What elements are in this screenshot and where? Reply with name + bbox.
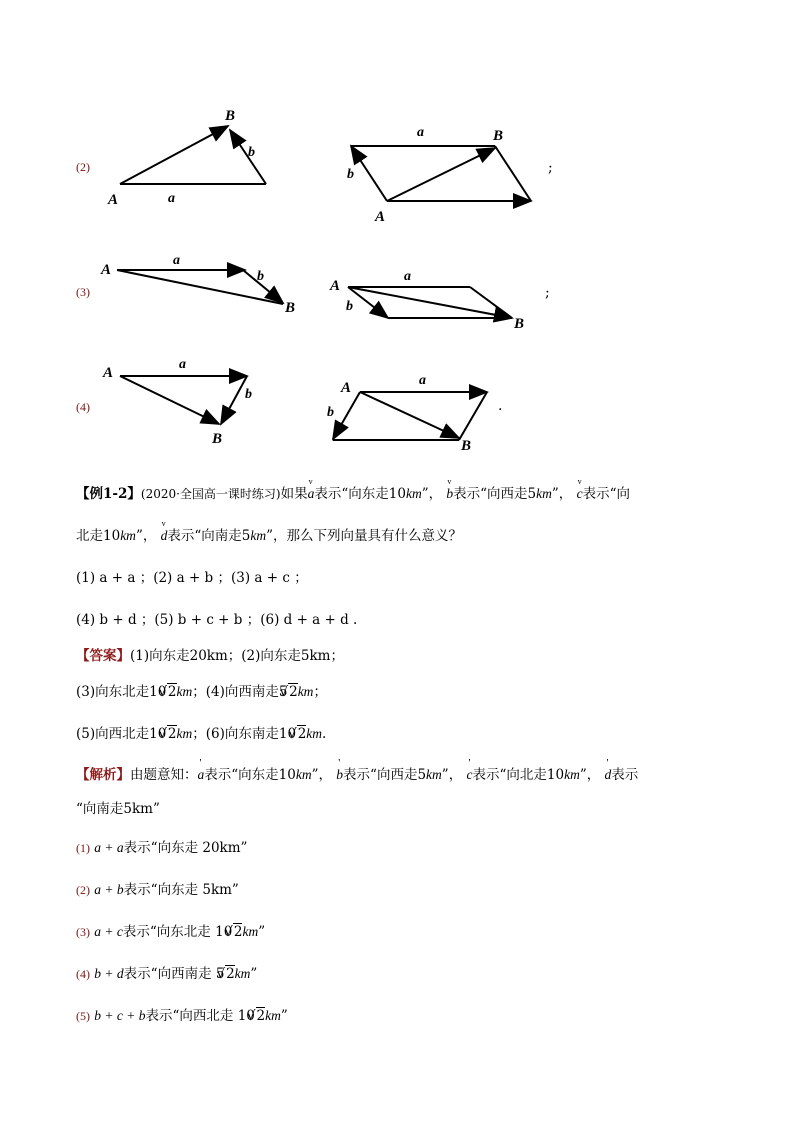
analysis-item-2: (2) a + b表示“向东走 5km” (76, 882, 239, 898)
answer-line-2: (3)向东北走10√ 2km；(4)向西南走5√ 2km； (76, 680, 327, 700)
svg-text:a: a (404, 269, 411, 284)
analysis-line-1: 【解析】由题意知：' a表示“向东走10km”， ' b表示“向西走5km”， ' c表示“向北走10km”， ' d表示 (76, 763, 638, 783)
parallelogram-figure-3 (328, 262, 538, 332)
svg-text:B: B (493, 128, 504, 144)
svg-text:b: b (347, 167, 354, 182)
svg-text:B: B (212, 431, 223, 447)
example-source: (2020·全国高一课时练习) (140, 487, 281, 501)
analysis-item-5: (5) b + c + b表示“向西北走 10√ 2km” (76, 1004, 288, 1024)
example-line-1: 【例1-2】(2020·全国高一课时练习)如果v a表示“向东走10km”， v b表示“向西走5km”， v c表示“向 (76, 482, 630, 502)
label-b: b (248, 145, 255, 160)
svg-text:b: b (346, 299, 353, 314)
figure-label-4: (4) (76, 400, 90, 414)
answer-tag: 【答案】 (76, 648, 130, 664)
example-line-2: 北走10km”， v d表示“向南走5km”，那么下列向量具有什么意义？ (76, 524, 462, 544)
triangle-figure-4 (95, 352, 275, 450)
svg-text:a: a (179, 357, 186, 372)
triangle-figure-3 (95, 250, 305, 320)
svg-text:A: A (101, 262, 112, 278)
answer-line-3: (5)向西北走10√ 2km；(6)向东南走10√ 2km. (76, 722, 326, 742)
question-line-1: (1) a + a ；(2) a + b ；(3) a + c ； (76, 570, 308, 586)
svg-text:B: B (461, 438, 472, 454)
svg-text:a: a (173, 253, 180, 268)
analysis-tag: 【解析】 (76, 767, 130, 783)
label-A: A (108, 192, 119, 208)
punct-semicolon: ; (548, 160, 553, 176)
punct-semicolon: ; (545, 285, 550, 301)
analysis-line-2: “向南走5km” (76, 801, 160, 817)
svg-text:A: A (341, 380, 352, 396)
question-line-2: (4) b + d ；(5) b + c + b ；(6) d + a + d . (76, 612, 358, 628)
svg-text:B: B (285, 300, 296, 316)
figure-label-2: (2) (76, 160, 90, 174)
svg-text:A: A (330, 278, 341, 294)
svg-text:b: b (245, 387, 252, 402)
svg-text:a: a (419, 373, 426, 388)
svg-text:A: A (103, 365, 114, 381)
triangle-figure-2 (100, 100, 280, 210)
svg-text:B: B (514, 316, 525, 332)
label-B: B (225, 108, 236, 124)
svg-text:b: b (327, 405, 334, 420)
figure-label-3: (3) (76, 285, 90, 299)
analysis-item-1: (1) a + a表示“向东走 20km” (76, 840, 248, 856)
example-tag: 【例1-2】 (76, 486, 141, 502)
label-a: a (168, 191, 175, 206)
analysis-item-3: (3) a + c表示“向东北走 10√ 2km” (76, 920, 265, 940)
svg-text:b: b (257, 269, 264, 284)
parallelogram-figure-4 (325, 370, 505, 455)
parallelogram-figure-2 (335, 118, 545, 228)
svg-text:a: a (417, 125, 424, 140)
svg-text:A: A (375, 209, 386, 225)
analysis-item-4: (4) b + d表示“向西南走 5√ 2km” (76, 962, 257, 982)
answer-line-1: 【答案】(1)向东走20km；(2)向东走5km； (76, 648, 344, 664)
punct-period: . (498, 398, 503, 414)
